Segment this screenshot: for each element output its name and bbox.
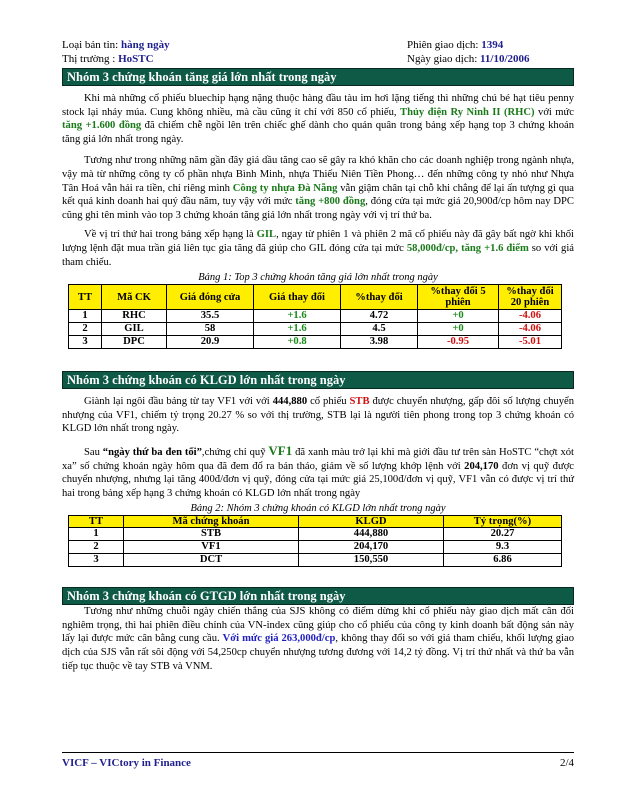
section-title-value: Nhóm 3 chứng khoán có GTGD lớn nhất trong ngày	[62, 587, 574, 605]
table-row	[69, 541, 562, 554]
table-cell: 1	[69, 528, 124, 541]
table-row	[69, 336, 562, 349]
report-type-value: hàng ngày	[120, 39, 170, 51]
table-cell: 3	[69, 336, 102, 349]
document-page	[62, 36, 574, 673]
market-value: HoSTC	[118, 53, 154, 65]
text-run: GIL	[256, 229, 277, 241]
date-label: Ngày giao dịch:	[407, 53, 478, 65]
report-type-label: Loại bản tin:	[62, 39, 119, 51]
col-code: Mã CK	[102, 285, 167, 310]
table-cell: RHC	[102, 310, 167, 323]
gainers-table	[68, 284, 562, 349]
table-cell: 6.86	[444, 554, 562, 567]
report-header	[62, 36, 574, 68]
text-run: đã xanh màu trở lại khi mà giới đầu tư trên sàn HoSTC “chợt xót xa” số chứng khoán ngày hôm qua đã đem đổ ra bán tháo, giảm về số lượng khớp lệnh với	[62, 446, 574, 472]
col-code: Mã chứng khoán	[124, 516, 299, 528]
section-title-gainers: Nhóm 3 chứng khoán tăng giá lớn nhất trong ngày	[62, 68, 574, 86]
table-cell: 2	[69, 323, 102, 336]
volume-table	[68, 515, 562, 567]
table-cell: DCT	[124, 554, 299, 567]
col-tt: TT	[69, 516, 124, 528]
text-run: ,chứng chỉ quỹ	[201, 446, 269, 458]
page-footer	[62, 752, 574, 769]
col-pct20: %thay đổi 20 phiên	[499, 285, 562, 310]
text-run: VF1	[268, 442, 293, 458]
table-cell: -5.01	[499, 336, 562, 349]
volume-paragraph-1	[62, 395, 574, 436]
text-run: so với giá tham chiếu.	[62, 242, 574, 268]
text-run: 58,000đ/cp, tăng +1.6 điểm	[406, 242, 529, 254]
col-change: Giá thay đổi	[254, 285, 341, 310]
text-run: Công ty nhựa Đà Nẵng	[232, 182, 338, 194]
text-run: cổ phiếu	[307, 396, 350, 408]
text-run: được chuyển nhượng, gấp đôi số lượng chuyển nhượng của VF1, chiếm tỷ trọng 20.27 % so với thị trường, STB lại là người tiên phong trong top 3 chứng khoán có KLGD lớn nhất trong ngày.	[62, 396, 574, 435]
table-cell: 58	[167, 323, 254, 336]
table-cell: +0.8	[254, 336, 341, 349]
session-label: Phiên giao dịch:	[407, 39, 479, 51]
text-run: đơn vị quỹ được chuyển nhượng, nhưng lại tăng 400đ/đơn vị quỹ, đóng cửa tại mức giá 25,100đ/đơn vị quỹ, VF1 vẫn có được vị trí thứ hai trong bảng xếp hạng 3 chứng khoán có KLGD lớn nhất trong ngày	[62, 460, 575, 499]
table-cell: 204,170	[299, 541, 444, 554]
table-cell: VF1	[124, 541, 299, 554]
table-cell: -4.06	[499, 310, 562, 323]
session-value: 1394	[481, 39, 504, 51]
table1-caption: Bảng 1: Top 3 chứng khoán tăng giá lớn nhất trong ngày	[198, 272, 438, 284]
table-row	[69, 310, 562, 323]
table-cell: 3	[69, 554, 124, 567]
col-volume: KLGD	[299, 516, 444, 528]
text-run: , không thay đổi so với giá tham chiếu, khối lượng giao dịch của SJS vẫn rất sôi động với 54,250cp chuyển nhượng tương đương với 14,2 tỷ đồng. Vị trí thứ nhất và thứ ba vẫn tiếp tục thuộc về tay STB và VNM.	[62, 633, 574, 672]
text-run: Tương như những chuỗi ngày chiến thắng của SJS không có điểm dừng khi cổ phiếu này giao dịch mất cân đối nghiêm trọng, thì hai phiên điều chỉnh của VN-index cũng giúp cho cổ phiếu của công ty kinh doanh bất động sản này lấy lại được mức cân bằng cung cầu.	[62, 606, 574, 645]
table-row	[69, 554, 562, 567]
table-cell: 1	[69, 310, 102, 323]
table-cell: 4.5	[341, 323, 418, 336]
section-title-volume: Nhóm 3 chứng khoán có KLGD lớn nhất trong ngày	[62, 371, 574, 389]
text-run: đã chiếm chễ ngồi lên trên chiếc ghế dành cho quán quân trong bảng xếp hạng top 3 chứng khoán tăng giá lớn nhất trong ngày.	[62, 120, 574, 145]
text-run: với mức	[534, 106, 574, 118]
text-run: , ngay từ phiên 1 và phiên 2 mã cổ phiếu này đã gây bất ngờ khi khối lượng lệnh đặt mua trần giá liên tục gia tăng đã giúp cho GIL đóng cửa tại mức	[62, 229, 574, 254]
table-cell: 150,550	[299, 554, 444, 567]
table-cell: +1.6	[254, 310, 341, 323]
page-number: 2/4	[559, 757, 574, 769]
col-pct: %thay đổi	[341, 285, 418, 310]
text-run: vẫn giậm chân tại chỗ khi chẳng để lại ấn tượng gì qua kết quả kinh doanh hai quý đầu năm, tuy vậy với mức	[62, 182, 574, 208]
table2-caption: Bảng 2: Nhóm 3 chứng khoán có KLGD lớn nhất trong ngày	[190, 503, 446, 515]
table-cell: -4.06	[499, 323, 562, 336]
gainers-table-header	[69, 285, 562, 310]
text-run: Giành lại ngôi đầu bảng từ tay VF1 với với	[84, 396, 273, 408]
text-run: Khi mà những cổ phiếu bluechip hạng nặng thuộc hàng đầu tàu im hơi lặng tiếng thì những chú bé hạt tiêu penny stock lại nhảy múa. Cung không nhiều, mà cầu cũng ít chỉ với 850 cổ phiếu,	[62, 93, 574, 118]
text-run: “ngày thứ ba đen tối”	[102, 446, 202, 458]
text-run: 204,170	[464, 460, 499, 472]
table-cell: +0	[418, 323, 499, 336]
table-row	[69, 528, 562, 541]
text-run: Thủy điện Ry Ninh II (RHC)	[400, 106, 535, 118]
table-cell: 444,880	[299, 528, 444, 541]
table-cell: STB	[124, 528, 299, 541]
table-cell: 3.98	[341, 336, 418, 349]
date-value: 11/10/2006	[480, 53, 530, 65]
table-cell: +0	[418, 310, 499, 323]
gainers-paragraph-2	[62, 154, 574, 222]
table-cell: DPC	[102, 336, 167, 349]
table-cell: 4.72	[341, 310, 418, 323]
gainers-paragraph-1	[62, 92, 574, 146]
text-run: Về vị trí thứ hai trong bảng xếp hạng là	[84, 229, 257, 241]
table-cell: 35.5	[167, 310, 254, 323]
col-close: Giá đóng cửa	[167, 285, 254, 310]
text-run: Với mức giá 263,000đ/cp	[222, 633, 336, 645]
market-label: Thị trường :	[62, 53, 116, 65]
footer-brand: VICF – VICtory in Finance	[62, 757, 191, 769]
table-cell: 2	[69, 541, 124, 554]
text-run: tăng +1.600 đồng	[62, 120, 142, 132]
table-cell: GIL	[102, 323, 167, 336]
text-run: tăng +800 đồng	[295, 196, 366, 208]
text-run: STB	[349, 396, 370, 408]
text-run: Sau	[84, 446, 103, 458]
gainers-paragraph-3	[62, 228, 574, 269]
text-run: Tương như trong những năm gần đây giá dầu tăng cao sẽ gây ra khó khăn cho các doanh nghiệp trong ngành nhựa, vậy mà từ những công ty cổ phần nhựa Bình Minh, nhựa Thiếu Niên Tiền Phong… đến những công ty nhỏ như Nhựa Tân Hoá vẫn hải ra tiền, chỉ riêng mình	[62, 155, 574, 194]
table-row	[69, 323, 562, 336]
text-run: 444,880	[272, 396, 308, 408]
volume-table-header	[69, 516, 562, 528]
value-paragraph-1	[62, 605, 574, 673]
table-cell: 20.9	[167, 336, 254, 349]
col-pct5: %thay đổi 5 phiên	[418, 285, 499, 310]
col-tt: TT	[69, 285, 102, 310]
table-cell: +1.6	[254, 323, 341, 336]
text-run: , đóng cửa tại mức giá 20,900đ/cp hôm nay DPC cũng ghi tên mình vào top 3 chứng khoán tăng giá lớn nhất trong ngày với vị trí thứ ba.	[62, 196, 574, 221]
table-cell: 9.3	[444, 541, 562, 554]
table-cell: 20.27	[444, 528, 562, 541]
volume-paragraph-2	[62, 444, 574, 500]
table-cell: -0.95	[418, 336, 499, 349]
col-share: Tỷ trọng(%)	[444, 516, 562, 528]
